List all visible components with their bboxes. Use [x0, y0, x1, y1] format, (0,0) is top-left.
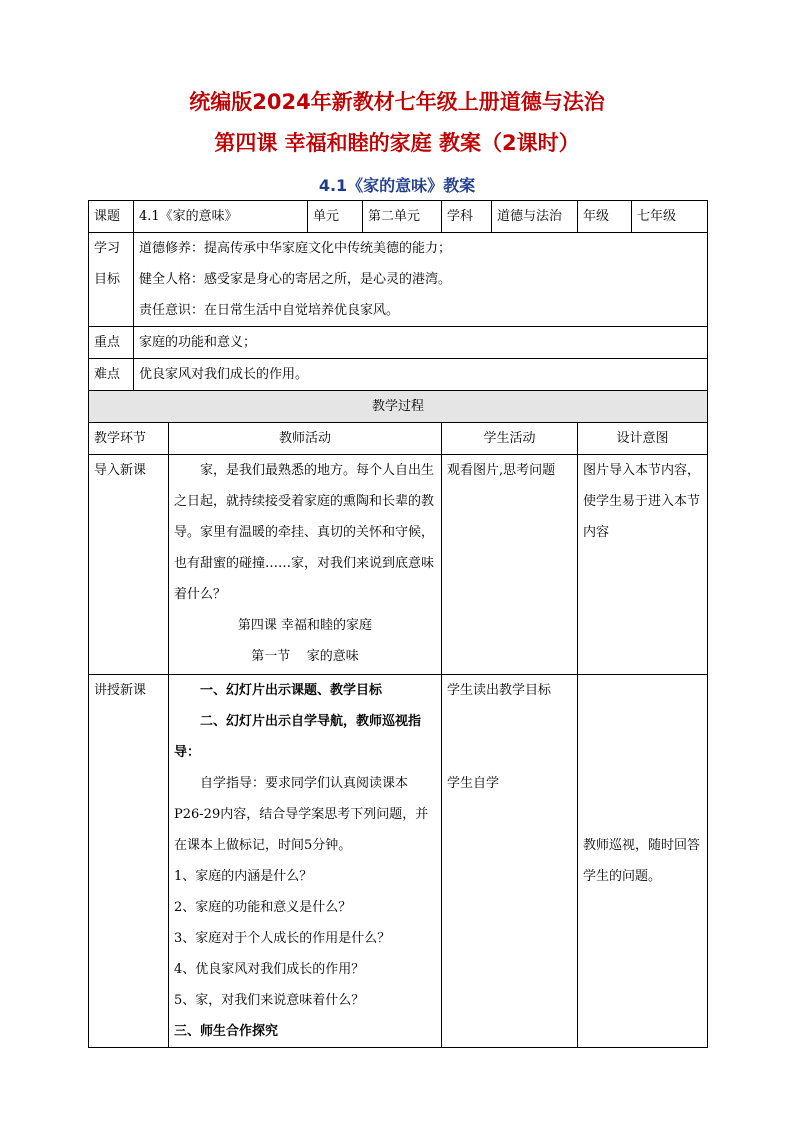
lesson-plan-table: [88, 200, 708, 1048]
subject-label: 学科: [442, 201, 492, 233]
column-header-stage: 教学环节: [89, 423, 169, 455]
document-title-line1: 统编版2024年新教材七年级上册道德与法治: [189, 90, 605, 114]
goals-label-line1: 学习: [94, 241, 121, 256]
intro-row: [89, 455, 708, 675]
question-item: 1、家庭的内涵是什么？: [174, 869, 313, 884]
goals-label-line2: 目标: [94, 272, 121, 287]
design-intent-cell: [578, 675, 708, 1048]
self-study-guide: 自学指导：要求同学们认真阅读课本P26-29内容，结合导学案思考下列问题，并在课本上做标记，时间5分钟。: [174, 776, 429, 853]
step-two: 二、幻灯片出示自学导航，教师巡视指导：: [174, 714, 422, 760]
student-activity-cell: 观看图片,思考问题: [442, 455, 578, 675]
teacher-activity-cell: [169, 675, 442, 1048]
goals-row: [89, 233, 708, 327]
question-item: 4、优良家风对我们成长的作用？: [174, 962, 365, 977]
difficulty-label: 难点: [89, 359, 134, 391]
difficulty-value: 优良家风对我们成长的作用。: [134, 359, 708, 391]
document-title-line2: 第四课 幸福和睦的家庭 教案（2课时）: [214, 131, 580, 155]
unit-label: 单元: [308, 201, 363, 233]
design-intent-text: 教师巡视，随时回答学生的问题。: [583, 838, 701, 884]
student-activity-1: 学生读出教学目标: [447, 683, 552, 698]
subject-value: 道德与法治: [492, 201, 578, 233]
step-one: 一、幻灯片出示课题、教学目标: [200, 683, 383, 698]
process-header-row: [89, 391, 708, 423]
key-point-label: 重点: [89, 327, 134, 359]
goals-content: [134, 233, 708, 327]
document-subtitle: 4.1《家的意味》教案: [318, 176, 476, 195]
intro-paragraph: 家，是我们最熟悉的地方。每个人自出生之日起，就持续接受着家庭的熏陶和长辈的教导。家里有温暖的牵挂、真切的关怀和守候，也有甜蜜的碰撞……家，对我们来说到底意味着什么？: [174, 463, 435, 602]
student-activity-2: 学生自学: [447, 776, 500, 791]
grade-value: 七年级: [632, 201, 708, 233]
column-header-student: 学生活动: [442, 423, 578, 455]
teaching-row: [89, 675, 708, 1048]
topic-label: 课题: [89, 201, 134, 233]
student-activity-cell: [442, 675, 578, 1048]
goal-item: 责任意识：在日常生活中自觉培养优良家风。: [139, 303, 400, 318]
question-item: 5、家，对我们来说意味着什么？: [174, 993, 365, 1008]
column-header-row: [89, 423, 708, 455]
info-row: [89, 201, 708, 233]
goal-item: 道德修养：提高传承中华家庭文化中传统美德的能力；: [139, 241, 452, 256]
section-line: 第一节 家的意味: [251, 649, 359, 664]
process-header: 教学过程: [89, 391, 708, 423]
step-three: 三、师生合作探究: [174, 1024, 279, 1039]
goals-label: [89, 233, 134, 327]
difficulty-row: [89, 359, 708, 391]
goal-item: 健全人格：感受家是身心的寄居之所，是心灵的港湾。: [139, 272, 452, 287]
question-item: 2、家庭的功能和意义是什么？: [174, 900, 352, 915]
grade-label: 年级: [578, 201, 632, 233]
teacher-activity-cell: [169, 455, 442, 675]
question-item: 3、家庭对于个人成长的作用是什么？: [174, 931, 391, 946]
topic-value: 4.1《家的意味》: [134, 201, 308, 233]
key-point-row: [89, 327, 708, 359]
column-header-teacher: 教师活动: [169, 423, 442, 455]
stage-cell: 导入新课: [89, 455, 169, 675]
design-intent-cell: 图片导入本节内容，使学生易于进入本节内容: [578, 455, 708, 675]
lesson-line: 第四课 幸福和睦的家庭: [237, 618, 373, 633]
column-header-intent: 设计意图: [578, 423, 708, 455]
unit-value: 第二单元: [363, 201, 442, 233]
key-point-value: 家庭的功能和意义；: [134, 327, 708, 359]
stage-cell: 讲授新课: [89, 675, 169, 1048]
